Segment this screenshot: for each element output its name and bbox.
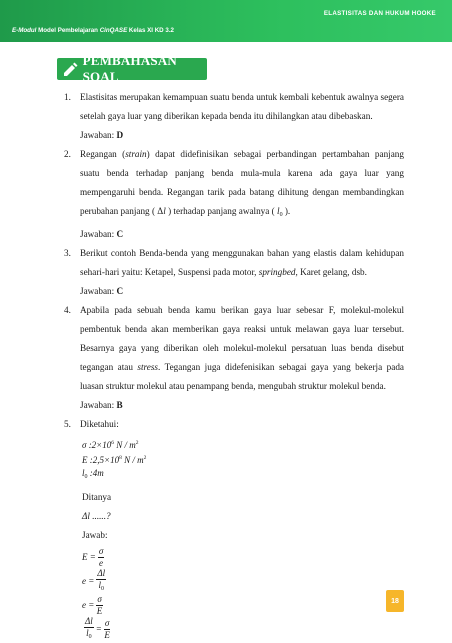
list-item: 4. Apabila pada sebuah benda kamu berikan gaya luar sebesar F, molekul-molekul pembentuk benda akan memberikan gaya reaksi untuk melawan gaya luar tersebut. Besarnya gaya yang diberikan oleh molekul-molekul persatuan luas benda disebut tegangan atau stress. Tegangan juga didefenisikan sebagai gaya yang bekerja pada luasan struktur molekul atau penampang benda, mengubah struktur molekul benda. Jawaban: B [64,301,404,415]
section-banner [57,53,207,84]
solution-equations [82,545,404,641]
equation-3: e = $\frac{\sigma}{E}$ [82,593,103,616]
equation-2: e = $\frac{\Delta l}{l_0}$ [82,567,106,592]
section-title: PEMBAHASAN SOAL [82,53,178,84]
equation-1: E = $\frac{\sigma}{e}$ [82,545,104,568]
answer-list [64,88,404,641]
equation-4: $\frac{\Delta l}{l_0}$ = $\frac{\sigma}{E}$ [85,615,110,640]
page-number: 18 [386,590,404,612]
list-item: 1. Elastisitas merupakan kemampuan suatu benda untuk kembali kebentuk awalnya segera setelah gaya luar yang diberikan kepada benda itu dihilangkan atau dibebaskan. Jawaban: D [64,88,404,145]
answer-line: Jawaban: D [80,130,124,140]
list-item: 3. Berikut contoh Benda-benda yang menggunakan bahan yang elastis dalam kehidupan sehari-hari yaitu: Ketapel, Suspensi pada motor, springbed, Karet gelang, dsb. Jawaban: C [64,244,404,301]
answer-line: Jawaban: C [80,229,124,239]
header-band [0,0,452,42]
asked-label: Ditanya [82,492,112,502]
module-title: E-Modul Model Pembelajaran CinQASE Kelas XI KD 3.2 [12,27,174,34]
answer-line: Jawaban: B [80,400,123,410]
chapter-title: ELASTISITAS DAN HUKUM HOOKE [323,10,436,17]
given-values: σ $:2\times 10^6$ N / $m^2$ E $:2,5\times 10^8$ N / $m^2$ $l_0$ :4m [82,440,147,480]
solution-label: Jawab: [82,530,108,540]
list-item: 2. Regangan (strain) dapat didefinisikan sebagai perbandingan pertambahan panjang suatu benda terhadap panjang benda mula-mula karena ada gaya luar yang mempengaruhi benda. Regangan tarik pada batang dihitung dengan membandingkan perubahan panjang ( Δl ) terhadap panjang awalnya ( $l_0$ ). Jawaban: C [64,145,404,244]
list-item: 5. Diketahui: [64,419,119,429]
asked-value: Δl ......? [82,511,111,521]
pencil-icon [61,58,80,80]
answer-line: Jawaban: C [80,286,124,296]
